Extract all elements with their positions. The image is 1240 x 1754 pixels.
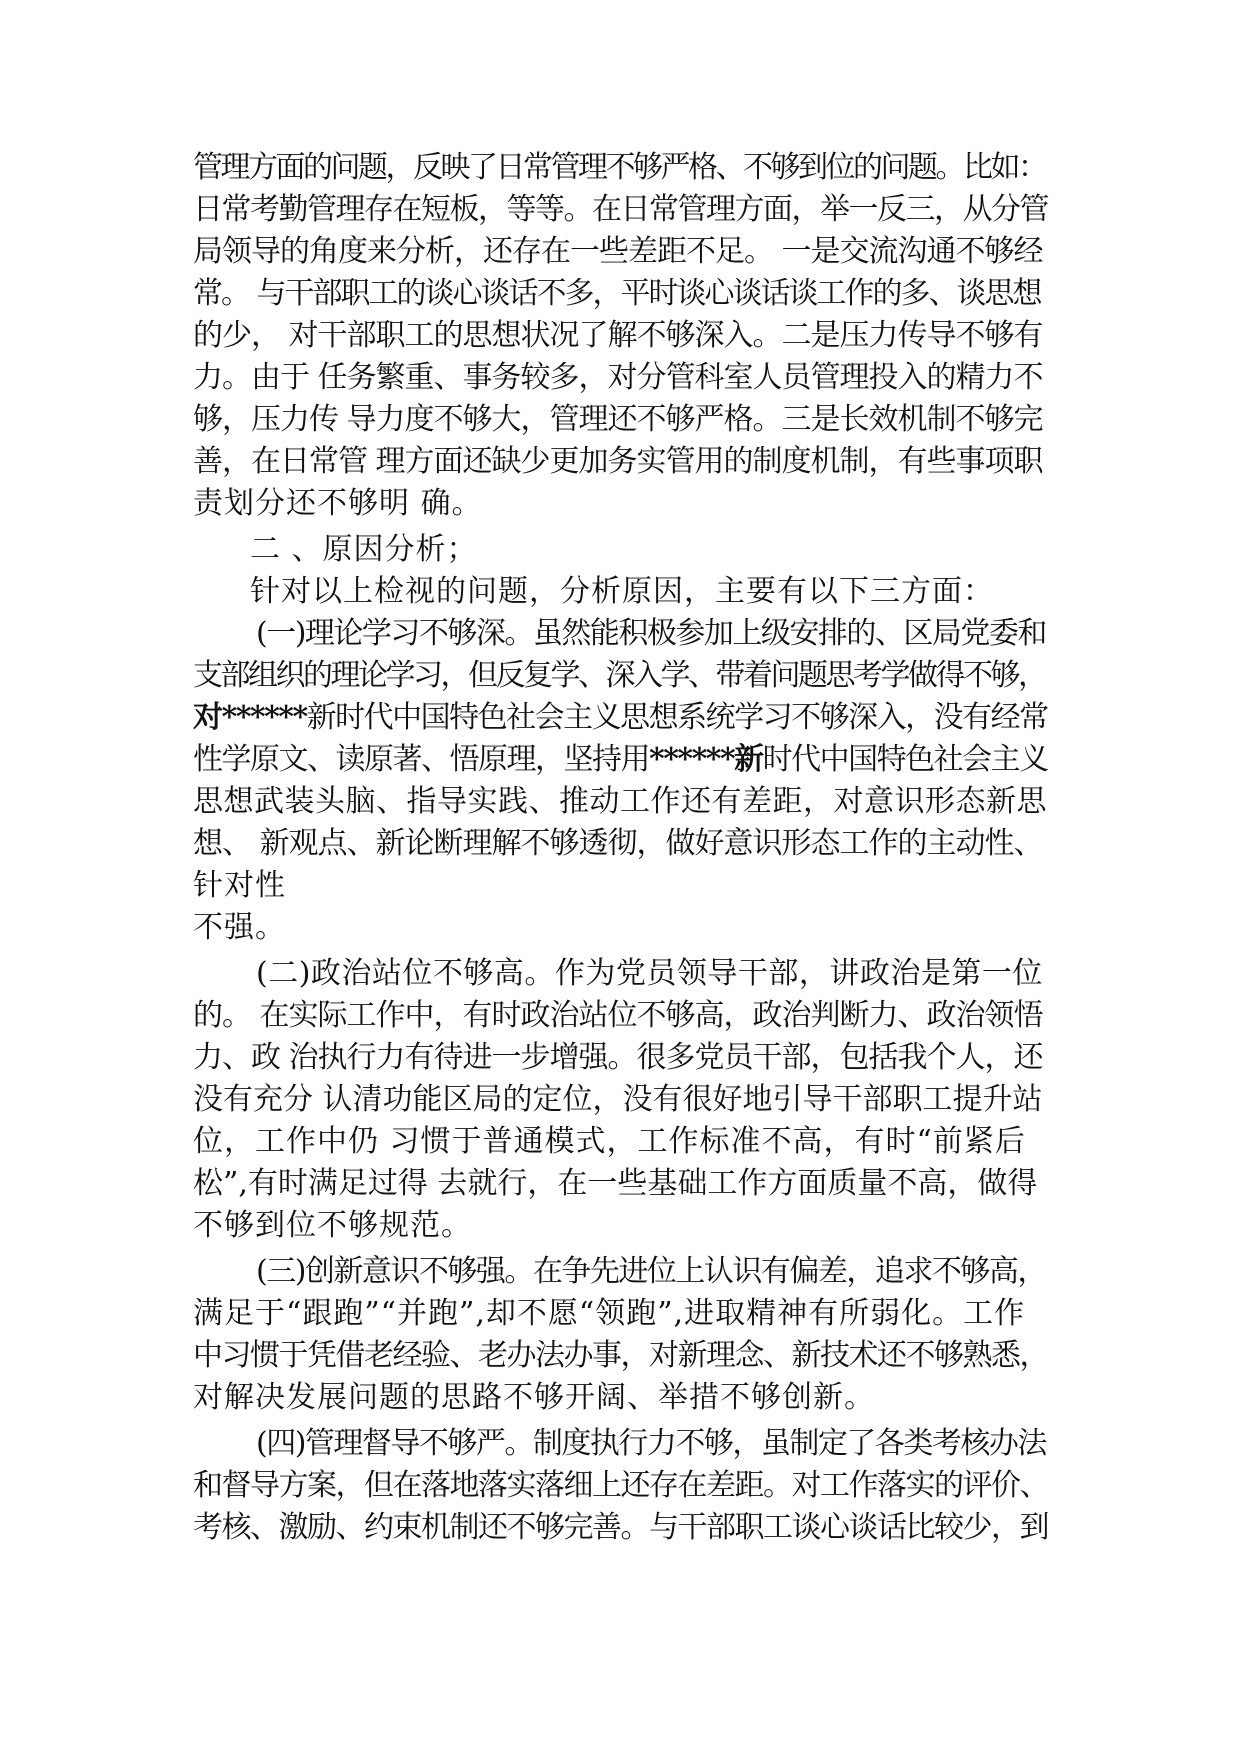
text-line <box>193 698 1048 738</box>
bold-fragment: ******新 <box>649 742 763 777</box>
text-line: 的少， 对干部职工的思想状况了解不够深入。二是压力传导不够有 <box>193 318 1043 353</box>
text-line: 局领导的角度来分析，还存在一些差距不足。 一是交流沟通不够经 <box>193 234 1043 269</box>
text-fragment: 时代中国特色社会主义 <box>762 742 1048 777</box>
text-line: 不强。 <box>193 910 286 945</box>
text-line: 责划分还不够明 确。 <box>193 486 483 521</box>
text-line: 针对性 <box>193 868 286 903</box>
text-fragment: 新时代中国特色社会主义思想系统学习不够深入，没有经常 <box>306 700 1048 735</box>
text-line: (二)政治站位不够高。作为党员领导干部，讲政治是第一位 <box>256 956 1043 991</box>
text-line: 力。由于 任务繁重、事务较多，对分管科室人员管理投入的精力不 <box>193 360 1043 395</box>
text-line: 思想武装头脑、指导实践、推动工作还有差距，对意识形态新思 <box>193 784 1047 819</box>
text-line: 松”,有时满足过得 去就行，在一些基础工作方面质量不高，做得 <box>193 1166 1038 1201</box>
text-line: 针对以上检视的问题，分析原因，主要有以下三方面： <box>250 574 994 609</box>
text-line: 的。 在实际工作中，有时政治站位不够高，政治判断力、政治领悟 <box>193 998 1043 1033</box>
text-line: (三)创新意识不够强。在争先进位上认识有偏差，追求不够高， <box>256 1254 1046 1289</box>
text-line: 中习惯于凭借老经验、老办法办事，对新理念、新技术还不够熟悉， <box>193 1338 1048 1373</box>
text-line: 不够到位不够规范。 <box>193 1208 472 1243</box>
bold-fragment: 对****** <box>193 700 307 735</box>
text-line: 日常考勤管理存在短板，等等。在日常管理方面，举一反三，从分管 <box>193 192 1048 227</box>
text-line: 考核、激励、约束机制还不够完善。与干部职工谈心谈话比较少，到 <box>193 1510 1048 1545</box>
text-line: 没有充分 认清功能区局的定位，没有很好地引导干部职工提升站 <box>193 1082 1043 1117</box>
text-line: 善，在日常管 理方面还缺少更加务实管用的制度机制，有些事项职 <box>193 444 1043 479</box>
text-line: 管理方面的问题，反映了日常管理不够严格、不够到位的问题。比如： <box>193 150 1046 185</box>
text-line: 常。 与干部职工的谈心谈话不多，平时谈心谈话谈工作的多、谈思想 <box>193 276 1041 311</box>
text-fragment: 性学原文、读原著、悟原理，坚持用 <box>193 742 649 777</box>
text-line: 位，工作中仍 习惯于普通模式，工作标准不高，有时“前紧后 <box>193 1124 1026 1159</box>
text-line: 支部组织的理论学习，但反复学、深入学、带着问题思考学做得不够， <box>193 658 1046 693</box>
text-line <box>193 740 1048 780</box>
text-line: 满足于“跟跑”“并跑”,却不愿“领跑”,进取精神有所弱化。工作 <box>193 1296 1026 1331</box>
text-line: (一)理论学习不够深。虽然能积极参加上级安排的、区局党委和 <box>256 616 1046 651</box>
text-line: 想、 新观点、新论断理解不够透彻，做好意识形态工作的主动性、 <box>193 826 1043 861</box>
section-heading: 二 、原因分析； <box>250 532 478 567</box>
text-line: 和督导方案，但在落地落实落细上还存在差距。对工作落实的评价、 <box>193 1468 1048 1503</box>
text-line: 对解决发展问题的思路不够开阔、举措不够创新。 <box>193 1380 875 1415</box>
text-line: (四)管理督导不够严。制度执行力不够，虽制定了各类考核办法 <box>256 1426 1046 1461</box>
text-line: 力、政 治执行力有待进一步增强。很多党员干部，包括我个人，还 <box>193 1040 1043 1075</box>
text-line: 够，压力传 导力度不够大，管理还不够严格。三是长效机制不够完 <box>193 402 1043 437</box>
